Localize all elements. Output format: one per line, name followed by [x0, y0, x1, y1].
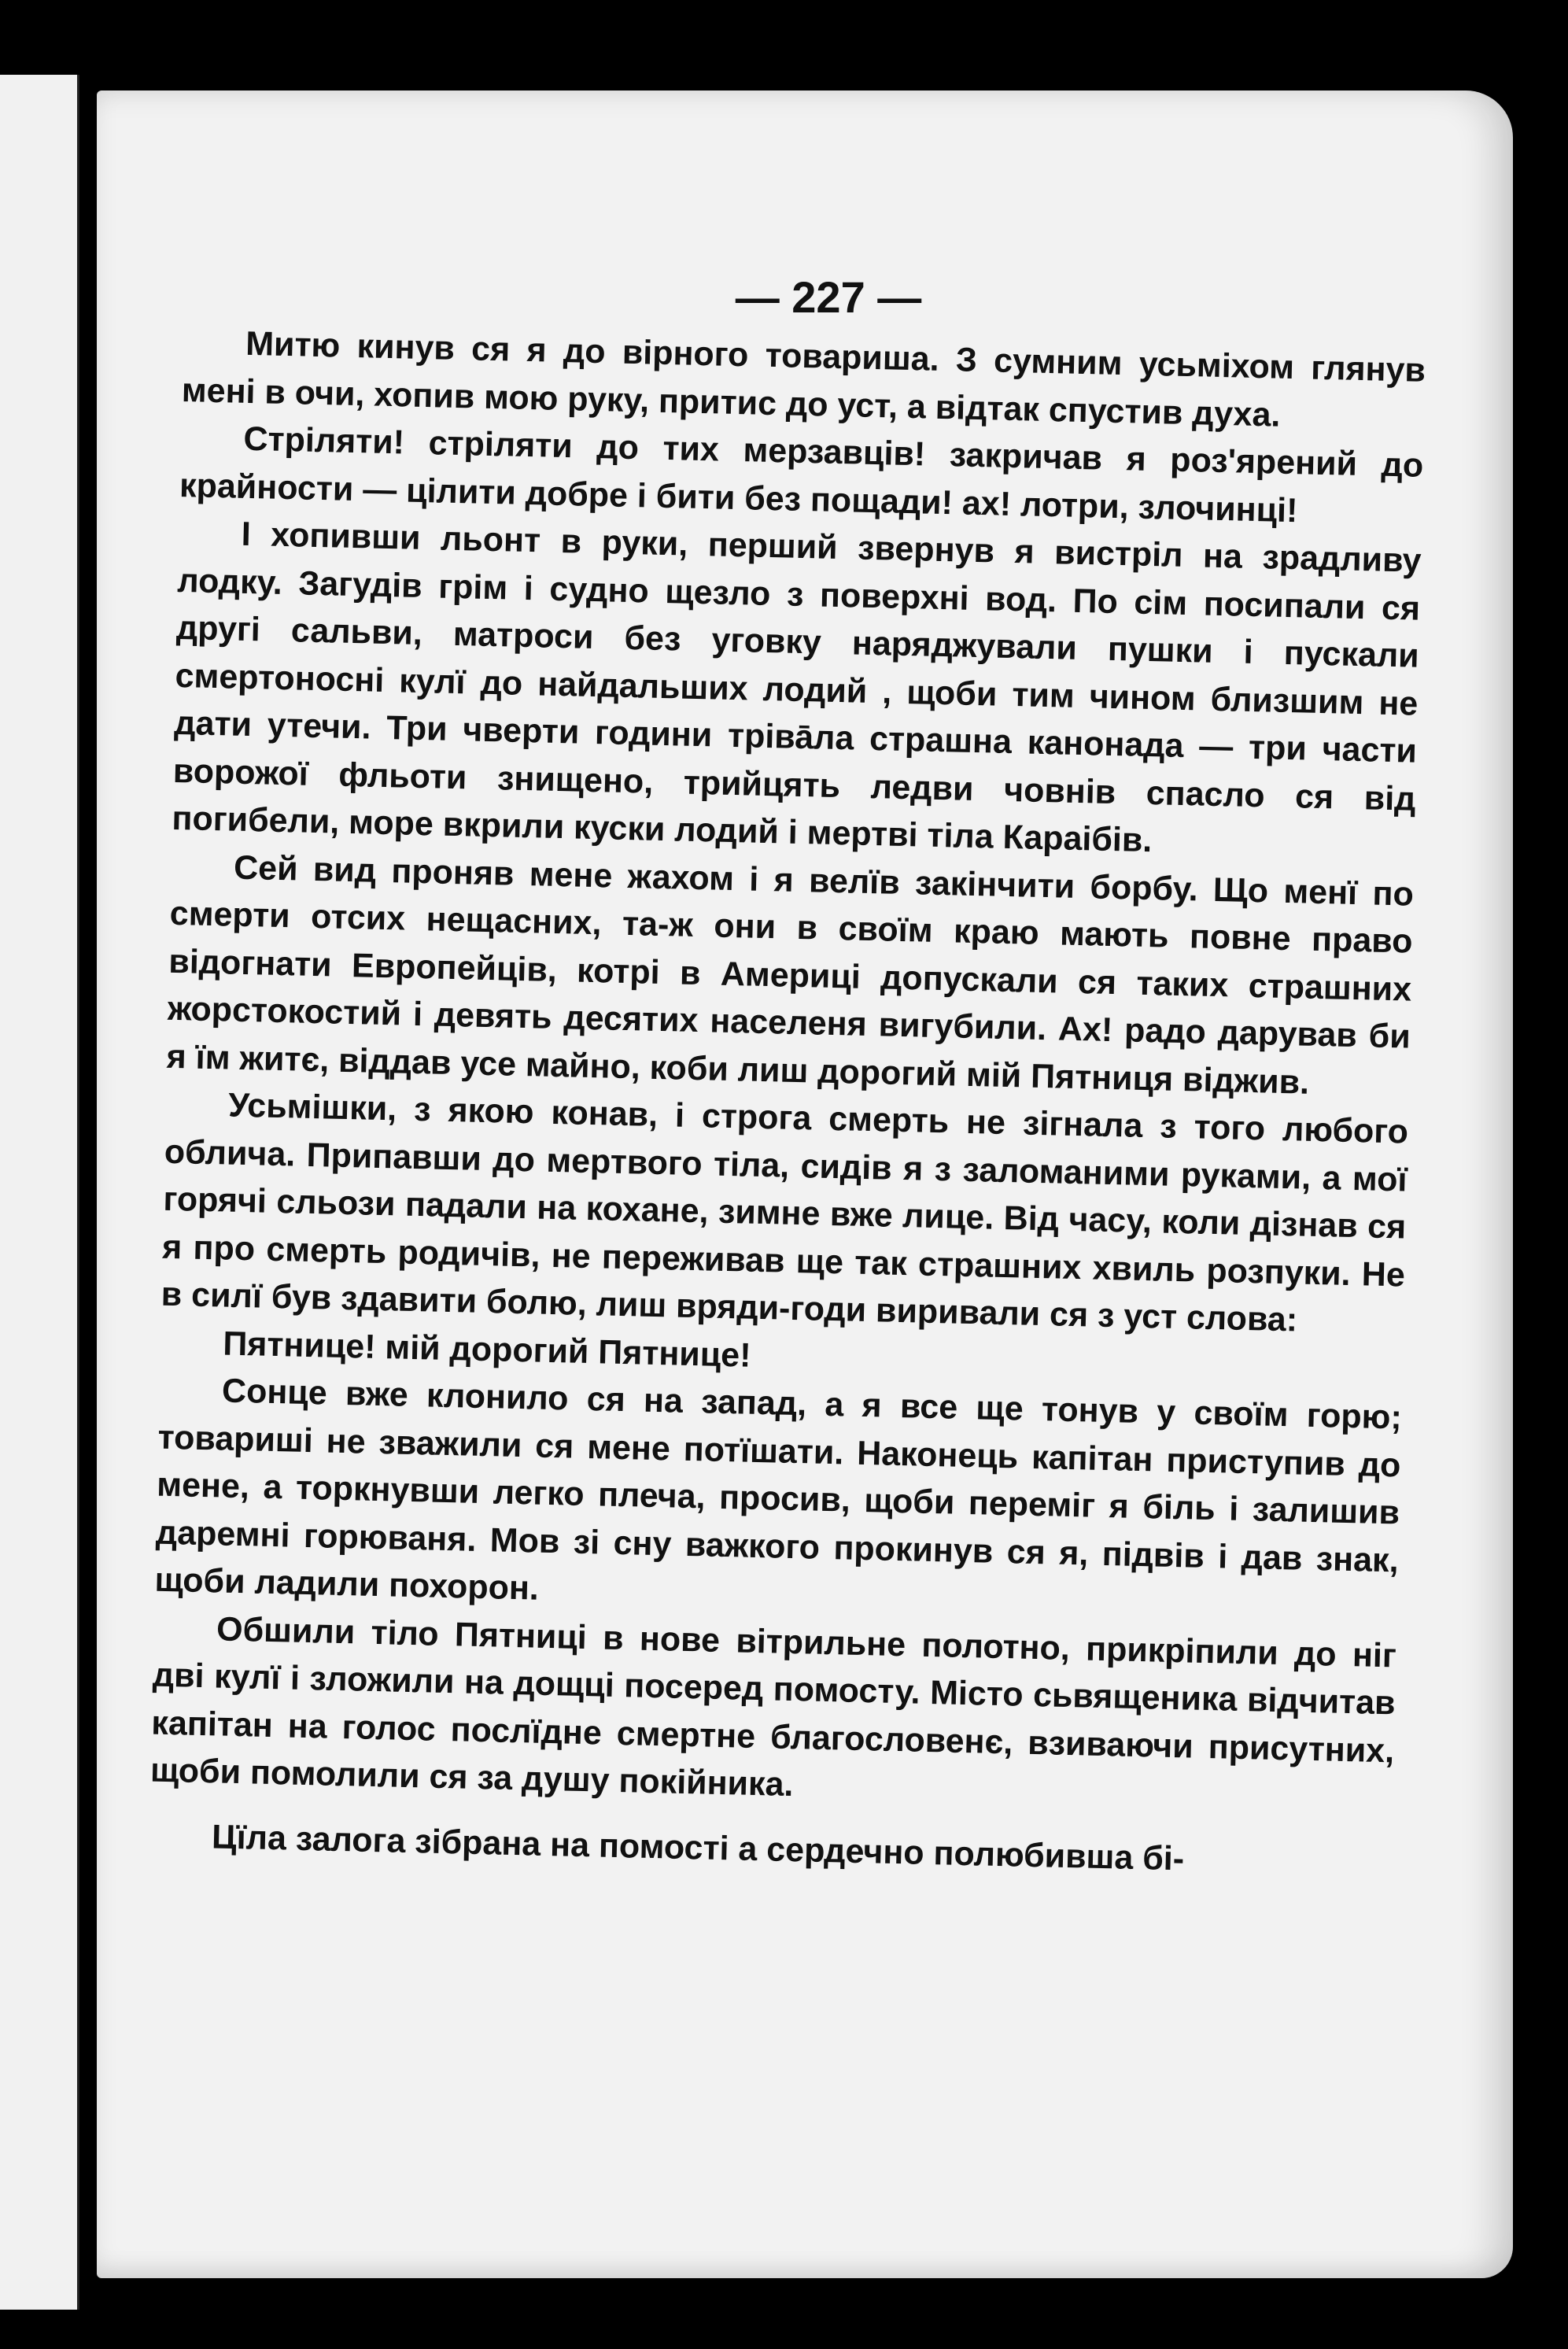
paragraph-4: Сей вид проняв мене жахом і я велїв закінчити борбу. Що менї по смерти отсих нещасних, та-ж они в своїм краю мають повне право відогнати Европейців, котрі в Америці допускали ся таких страшних жорстокостий і девять десятих населеня вигубили. Ах! радо дарував би я їм житє, віддав усе майно, коби лиш дорогий мій Пятниця віджив.	[166, 848, 1415, 1102]
paragraph-5: Усьмішки, з якою конав, і строга смерть не зігнала з того любого облича. Припавши до мертвого тіла, сидів я з заломаними руками, а мої горячі сльози падали на кохане, зимне вже лице. Від часу, коли дізнав ся я про смерть родичів, не переживав ще так страшних хвиль розпуки. Не в силї був здавити болю, лиш вряди-годи виривали ся з уст слова:	[160, 1086, 1409, 1339]
page-text	[149, 319, 1426, 1887]
paragraph-8: Обшили тіло Пятниці в нове вітрильне полотно, прикріпили до ніг дві кулї і зложили на дощці посеред помосту. Місто сьвященика відчитав капітан на голос послїдне смертне благословенє, взиваючи присутних, щоби помолили ся за душу покійника.	[149, 1609, 1397, 1804]
paragraph-2: Стріляти! стріляти до тих мерзавців! закричав я роз'ярений до крайности — цілити добре і бити без пощади! ах! лотри, злочинці!	[179, 419, 1424, 530]
paragraph-7: Сонце вже клонило ся на запад, а я все ще тонув у своїм горю; товариші не зважили ся мене потїшати. Наконець капітан приступив до мене, а торкнувши легко плеча, просив, щоби переміг я біль і залишив даремні горюваня. Мов зі сну важкого прокинув ся я, підвів і дав знак, щоби ладили похорон.	[154, 1372, 1403, 1608]
left-page-edge	[0, 75, 79, 2310]
book-spine	[79, 71, 97, 2319]
book-page	[97, 90, 1513, 2278]
paragraph-1: Митю кинув ся я до вірного товариша. З сумним усьміхом глянув мені в очи, хопив мою руку, притис до уст, а відтак спустив духа.	[181, 324, 1426, 434]
paragraph-6: Пятнице! мій дорогий Пятнице!	[222, 1324, 752, 1375]
paragraph-3: І хопивши льонт в руки, перший звернув я вистріл на зрадливу лодку. Загудів грім і судно щезло з поверхні вод. По сім посипали ся другі сальви, матроси без уговку наряджували пушки і пускали смертоносні кулї до найдальших лодий , щоби тим чином близшим не дати утечи. Три чверти години тріва̄ла страшна канонада — три части ворожої фльоти знищено, трийцять ледви човнів спасло ся від погибели, море вкрили куски лодий і мертві тіла Караібів.	[172, 515, 1422, 860]
page-number: — 227 —	[735, 272, 922, 322]
paragraph-9: Цїла залога зібрана на помості а сердечно полюбивша бі-	[211, 1817, 1185, 1878]
